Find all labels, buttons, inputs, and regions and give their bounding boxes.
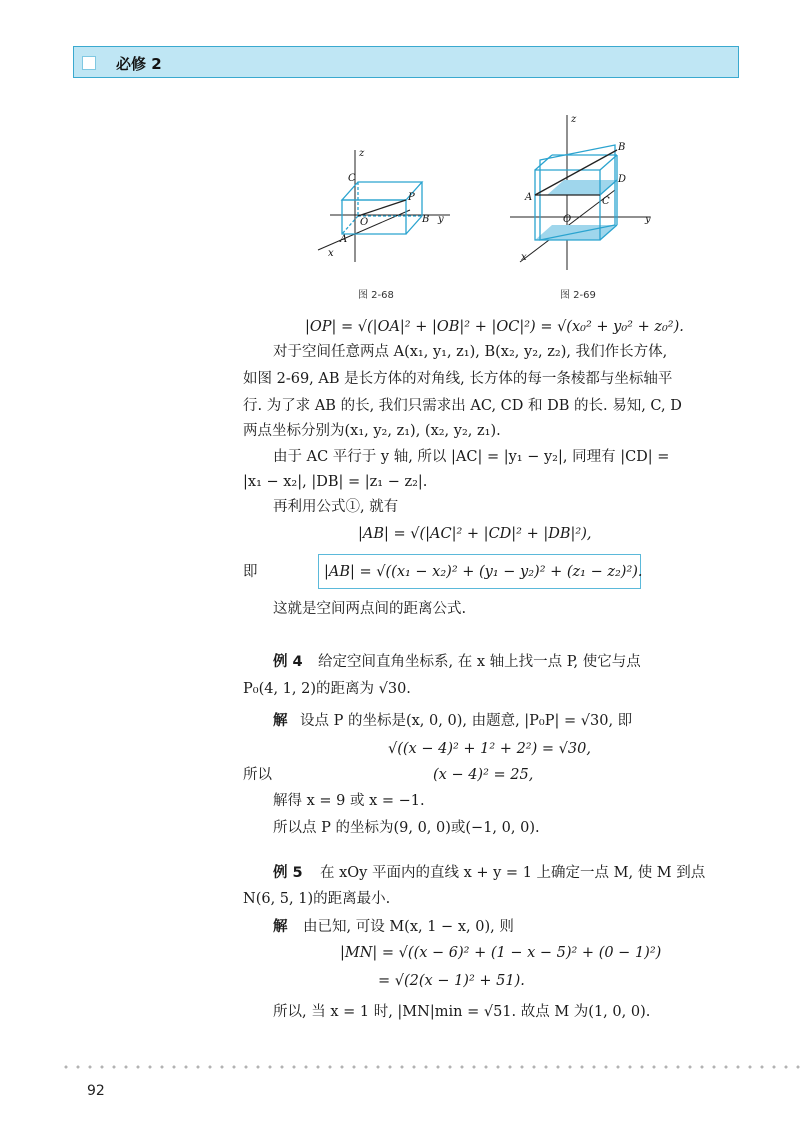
figure-2-68: [310, 140, 470, 270]
fig2-label-A: A: [525, 192, 533, 203]
fig1-label-C: C: [348, 173, 356, 184]
fig1-label-A: A: [340, 234, 348, 245]
solution-4-equation: √((x − 4)² + 1² + 2²) = √30,: [388, 741, 591, 757]
example-4-label: 例 4: [273, 654, 303, 670]
fig1-label-P: P: [408, 192, 415, 203]
fig2-label-x: x: [521, 252, 527, 263]
formula-op: |OP| = √(|OA|² + |OB|² + |OC|²) = √(x₀² + y₀² + z₀²).: [305, 319, 684, 335]
fig2-label-y: y: [645, 214, 651, 225]
formula-ab-sum: |AB| = √(|AC|² + |CD|² + |DB|²),: [358, 526, 592, 542]
figure-2-69: [505, 110, 665, 275]
figure-2-68-caption: 图 2-68: [358, 290, 394, 301]
figure-2-69-caption: 图 2-69: [560, 290, 596, 301]
label-ji: 即: [243, 564, 258, 580]
fig2-label-C: C: [602, 196, 610, 207]
solution-5-line: 所以, 当 x = 1 时, |MN|min = √51. 故点 M 为(1, 0, 0).: [273, 1004, 651, 1020]
example-4-line: P₀(4, 1, 2)的距离为 √30.: [243, 681, 411, 697]
example-5-label: 例 5: [273, 865, 303, 881]
solution-4-line: 设点 P 的坐标是(x, 0, 0), 由题意, |P₀P| = √30, 即: [300, 713, 633, 729]
solution-4-equation: (x − 4)² = 25,: [433, 767, 534, 783]
para-line: 两点坐标分别为(x₁, y₂, z₁), (x₂, y₂, z₁).: [243, 423, 501, 439]
fig2-label-D: D: [618, 174, 627, 185]
cuboid-2-68: [342, 182, 422, 234]
footer-dotted-rule: [60, 1064, 800, 1070]
para-line: 行. 为了求 AB 的长, 我们只需求出 AC, CD 和 DB 的长. 易知, C, D: [243, 398, 682, 414]
para-line: 如图 2-69, AB 是长方体的对角线, 长方体的每一条棱都与坐标轴平: [243, 371, 673, 387]
example-5-line: N(6, 5, 1)的距离最小.: [243, 891, 391, 907]
solution-4-line: 解得 x = 9 或 x = −1.: [273, 793, 425, 809]
fig1-label-y: y: [438, 214, 444, 225]
solution-5-label: 解: [273, 919, 288, 935]
para-line: 对于空间任意两点 A(x₁, y₁, z₁), B(x₂, y₂, z₂), 我们作长方体,: [273, 344, 668, 360]
distance-formula: |AB| = √((x₁ − x₂)² + (y₁ − y₂)² + (z₁ − z₂)²).: [324, 564, 643, 580]
para-line: 由于 AC 平行于 y 轴, 所以 |AC| = |y₁ − y₂|, 同理有 |CD| =: [273, 449, 670, 465]
fig1-label-B: B: [422, 214, 430, 225]
solution-4-label: 解: [273, 713, 288, 729]
header-square-icon: [82, 56, 96, 70]
example-4-line: 给定空间直角坐标系, 在 x 轴上找一点 P, 使它与点: [318, 654, 641, 670]
example-5-line: 在 xOy 平面内的直线 x + y = 1 上确定一点 M, 使 M 到点: [320, 865, 706, 881]
solution-5-equation: = √(2(x − 1)² + 51).: [378, 973, 525, 989]
fig2-label-B: B: [618, 142, 626, 153]
solution-5-line: 由已知, 可设 M(x, 1 − x, 0), 则: [303, 919, 514, 935]
solution-5-equation: |MN| = √((x − 6)² + (1 − x − 5)² + (0 − 1)²): [340, 945, 662, 961]
fig2-label-O: O: [563, 214, 572, 225]
label-suoyi: 所以: [243, 767, 272, 783]
para-line: |x₁ − x₂|, |DB| = |z₁ − z₂|.: [243, 474, 428, 490]
chapter-header: [73, 46, 739, 78]
fig2-label-z: z: [571, 114, 577, 125]
chapter-title: 必修 2: [116, 55, 162, 73]
fig1-label-O: O: [360, 217, 369, 228]
fig1-label-x: x: [328, 248, 334, 259]
para-line: 这就是空间两点间的距离公式.: [273, 601, 467, 617]
fig1-label-z: z: [359, 148, 365, 159]
solution-4-line: 所以点 P 的坐标为(9, 0, 0)或(−1, 0, 0).: [273, 820, 540, 836]
page-number: 92: [87, 1083, 105, 1099]
para-line: 再利用公式①, 就有: [273, 499, 399, 515]
